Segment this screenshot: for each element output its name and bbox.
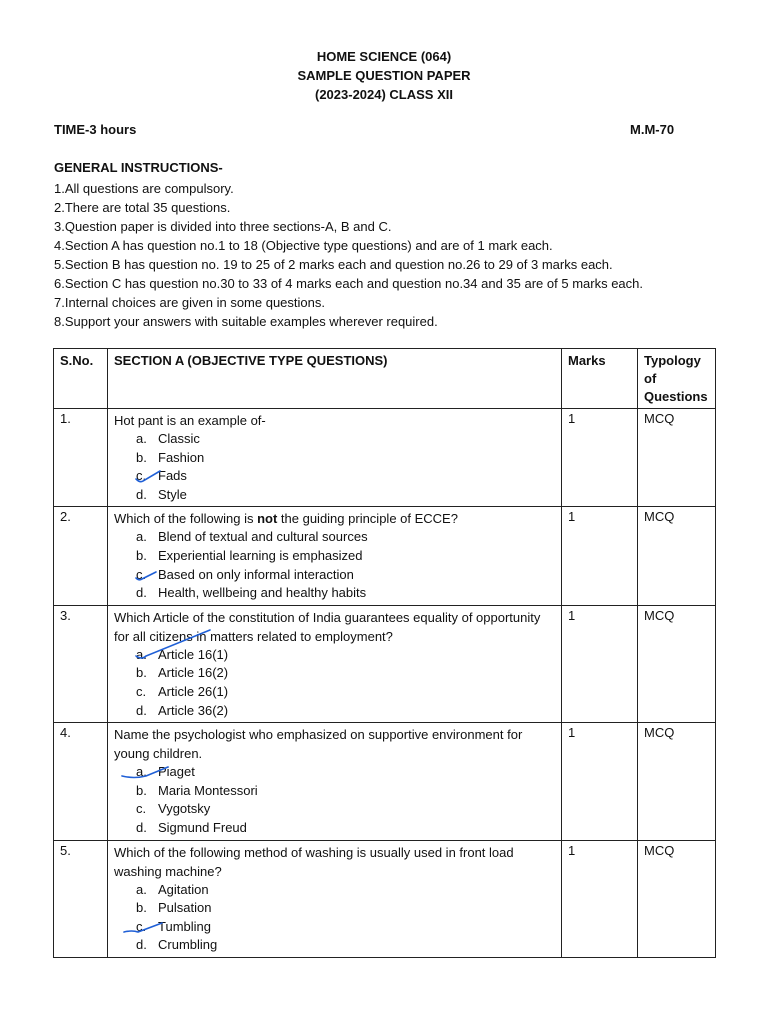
instruction-item: 8.Support your answers with suitable examples wherever required. [54,314,438,329]
header-section: SECTION A (OBJECTIVE TYPE QUESTIONS) [108,349,562,409]
option-letter: c. [136,801,147,817]
question-text-pre: Which of the following is [114,511,258,527]
option-item [136,918,555,937]
option-text: Based on only informal interaction [158,566,354,582]
option-letter: a. [136,646,147,662]
options-list [114,881,555,955]
question-number: 1. [54,409,108,507]
table-row [54,605,716,722]
option-item [136,467,555,486]
option-text: Article 36(2) [158,702,229,718]
option-text: Blend of textual and cultural sources [158,529,368,545]
options-list [114,646,555,720]
question-cell [108,409,562,507]
question-number: 3. [54,605,108,722]
option-letter: b. [136,449,147,465]
table-row [54,840,716,957]
question-text: Name the psychologist who emphasized on supportive environment for young children. [114,727,523,762]
question-number: 2. [54,507,108,605]
time-allowed: TIME-3 hours [54,122,137,137]
general-instructions-list [54,179,643,331]
instruction-item: 6.Section C has question no.30 to 33 of 4 marks each and question no.34 and 35 are of 5 marks each. [54,276,643,291]
option-text: Article 26(1) [158,683,229,699]
option-item [136,936,555,955]
option-text: Classic [158,431,200,446]
option-item [136,782,555,801]
option-item [136,702,555,721]
subject-title: HOME SCIENCE (064) [316,49,452,64]
paper-title: SAMPLE QUESTION PAPER [297,68,471,83]
question-typology: MCQ [638,723,716,840]
option-text: Experiential learning is emphasized [158,547,363,563]
option-letter: a. [136,529,147,545]
option-item [136,584,555,603]
question-text: Which of the following method of washing is usually used in front load washing machine? [114,844,514,879]
question-text-emphasis: not [257,511,278,527]
option-letter: d. [136,819,147,835]
option-item [136,800,555,819]
question-typology: MCQ [638,605,716,722]
table-row [54,723,716,840]
option-text: Style [158,486,187,502]
option-letter: c. [136,566,147,582]
maximum-marks: M.M-70 [630,122,675,137]
instruction-item: 4.Section A has question no.1 to 18 (Objective type questions) and are of 1 mark each. [54,238,553,253]
session-class: (2023-2024) CLASS XII [314,87,453,102]
option-item [136,763,555,782]
question-marks: 1 [562,409,638,507]
option-item [136,528,555,547]
table-row [54,507,716,605]
option-item [136,449,555,468]
option-item [136,683,555,702]
option-letter: a. [136,431,147,446]
general-instructions-title: GENERAL INSTRUCTIONS- [54,160,223,175]
question-text: Which Article of the constitution of India guarantees equality of opportunity for all citizens in matters related to employment? [114,609,541,644]
question-marks: 1 [562,605,638,722]
option-text: Article 16(1) [158,646,229,662]
question-marks: 1 [562,723,638,840]
option-letter: c. [136,683,147,699]
option-letter: d. [136,585,147,601]
question-typology: MCQ [638,507,716,605]
option-item [136,646,555,665]
option-text: Article 16(2) [158,665,229,681]
option-item [136,566,555,585]
option-text: Fads [158,468,187,484]
option-letter: c. [136,468,147,484]
question-number: 4. [54,723,108,840]
option-letter: b. [136,547,147,563]
instruction-item: 1.All questions are compulsory. [54,181,234,196]
option-text: Agitation [158,881,209,897]
section-a-table [53,348,716,958]
option-item [136,430,555,449]
question-cell [108,507,562,605]
question-text: Hot pant is an example of- [114,413,266,428]
option-letter: b. [136,782,147,798]
option-letter: b. [136,665,147,681]
header-typology: Typology of Questions [638,349,716,409]
option-text: Sigmund Freud [158,819,247,835]
header-marks: Marks [562,349,638,409]
option-letter: a. [136,764,147,780]
instruction-item: 7.Internal choices are given in some questions. [54,295,325,310]
option-item [136,819,555,838]
instruction-item: 3.Question paper is divided into three sections-A, B and C. [54,219,392,234]
option-text: Fashion [158,449,205,465]
question-cell [108,723,562,840]
question-marks: 1 [562,507,638,605]
option-item [136,881,555,900]
instruction-item: 2.There are total 35 questions. [54,200,231,215]
question-typology: MCQ [638,840,716,957]
option-text: Health, wellbeing and healthy habits [158,585,367,601]
options-list [114,430,555,504]
option-item [136,486,555,505]
instruction-item: 5.Section B has question no. 19 to 25 of 2 marks each and question no.26 to 29 of 3 marks each. [54,257,613,272]
option-letter: d. [136,702,147,718]
option-text: Tumbling [158,918,211,934]
header-sno: S.No. [54,349,108,409]
options-list [114,528,555,602]
option-item [136,899,555,918]
question-number: 5. [54,840,108,957]
table-header-row [54,349,716,409]
option-letter: d. [136,937,147,953]
question-cell [108,840,562,957]
option-text: Pulsation [158,900,212,916]
option-letter: d. [136,486,147,502]
question-text-post: the guiding principle of ECCE? [277,511,458,527]
option-letter: c. [136,918,147,934]
option-text: Piaget [158,764,195,780]
question-cell [108,605,562,722]
option-text: Vygotsky [158,801,211,817]
option-text: Crumbling [158,937,218,953]
option-item [136,547,555,566]
question-text [114,509,555,528]
question-typology: MCQ [638,409,716,507]
option-text: Maria Montessori [158,782,258,798]
table-row [54,409,716,507]
paper-header [0,47,768,104]
option-letter: b. [136,900,147,916]
options-list [114,763,555,837]
option-letter: a. [136,881,147,897]
question-marks: 1 [562,840,638,957]
option-item [136,664,555,683]
